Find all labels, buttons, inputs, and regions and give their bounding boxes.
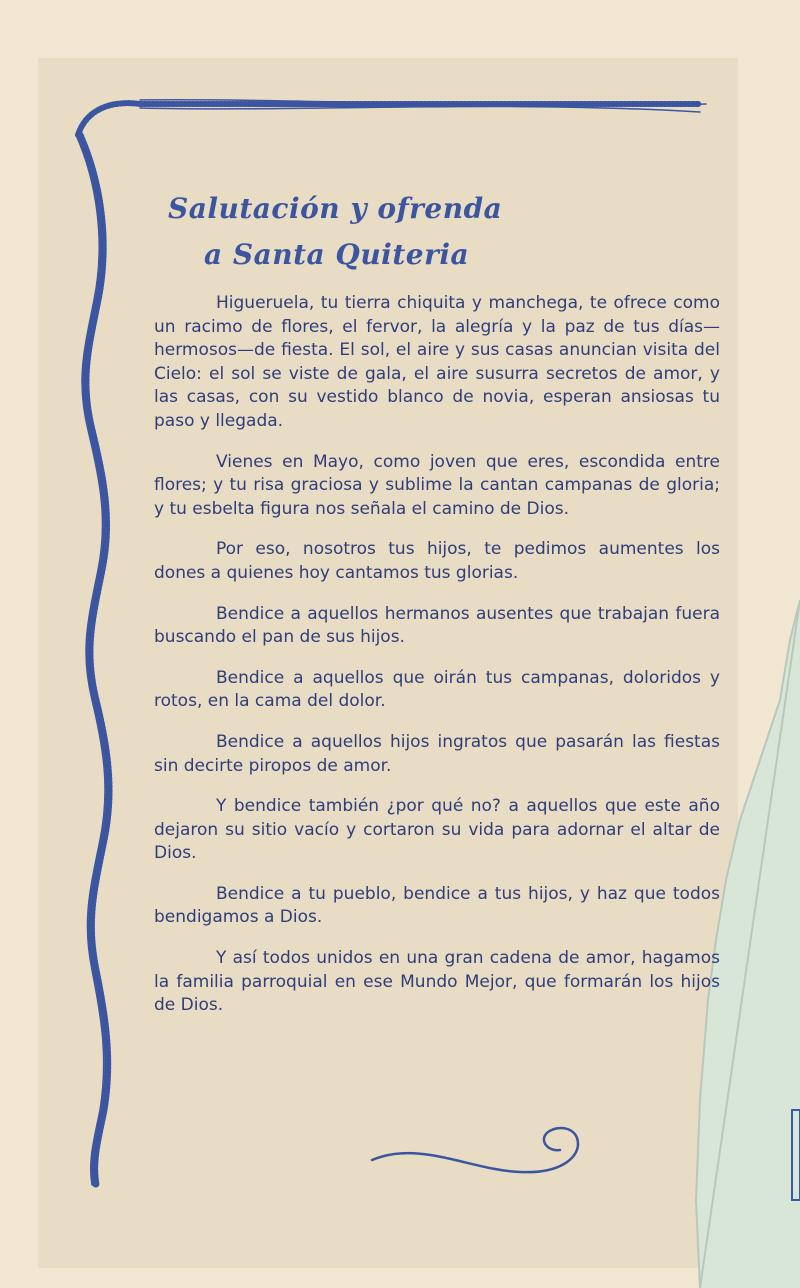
title-line-2: a Santa Quiteria bbox=[204, 238, 470, 271]
paragraph: Higueruela, tu tierra chiquita y manchega, te ofrece como un racimo de flores, el fervor, la alegría y la paz de tus días—hermosos—de fiesta. El sol, el aire y sus casas anuncian visita del Cielo: el sol se viste de gala, el aire susurra secretos de amor, y las casas, con su vestido blanco de novia, esperan ansiosas tu paso y llegada. bbox=[154, 293, 720, 431]
title-line-1: Salutación y ofrenda bbox=[168, 192, 503, 225]
paragraph: Bendice a aquellos hijos ingratos que pasarán las fiestas sin decirte piropos de amor. bbox=[154, 731, 720, 776]
paragraph: Y así todos unidos en una gran cadena de amor, hagamos la familia parroquial en ese Mundo Mejor, que formarán los hijos de Dios. bbox=[154, 948, 720, 1016]
paragraph: Por eso, nosotros tus hijos, te pedimos aumentes los dones a quienes hoy cantamos tus glorias. bbox=[154, 539, 720, 583]
paragraph: Vienes en Mayo, como joven que eres, escondida entre flores; y tu risa graciosa y sublime la cantan campanas de gloria; y tu esbelta figura nos señala el camino de Dios. bbox=[154, 451, 720, 519]
paragraph: Bendice a tu pueblo, bendice a tus hijos, y haz que todos bendigamos a Dios. bbox=[154, 883, 720, 928]
page-title bbox=[168, 186, 588, 278]
paragraph: Bendice a aquellos que oirán tus campanas, doloridos y rotos, en la cama del dolor. bbox=[154, 667, 720, 712]
paragraph: Y bendice también ¿por qué no? a aquellos que este año dejaron su sitio vacío y cortaron su vida para adornar el altar de Dios. bbox=[154, 796, 720, 864]
paragraph: Bendice a aquellos hermanos ausentes que trabajan fuera buscando el pan de sus hijos. bbox=[154, 603, 720, 648]
prayer-body bbox=[154, 292, 720, 1035]
